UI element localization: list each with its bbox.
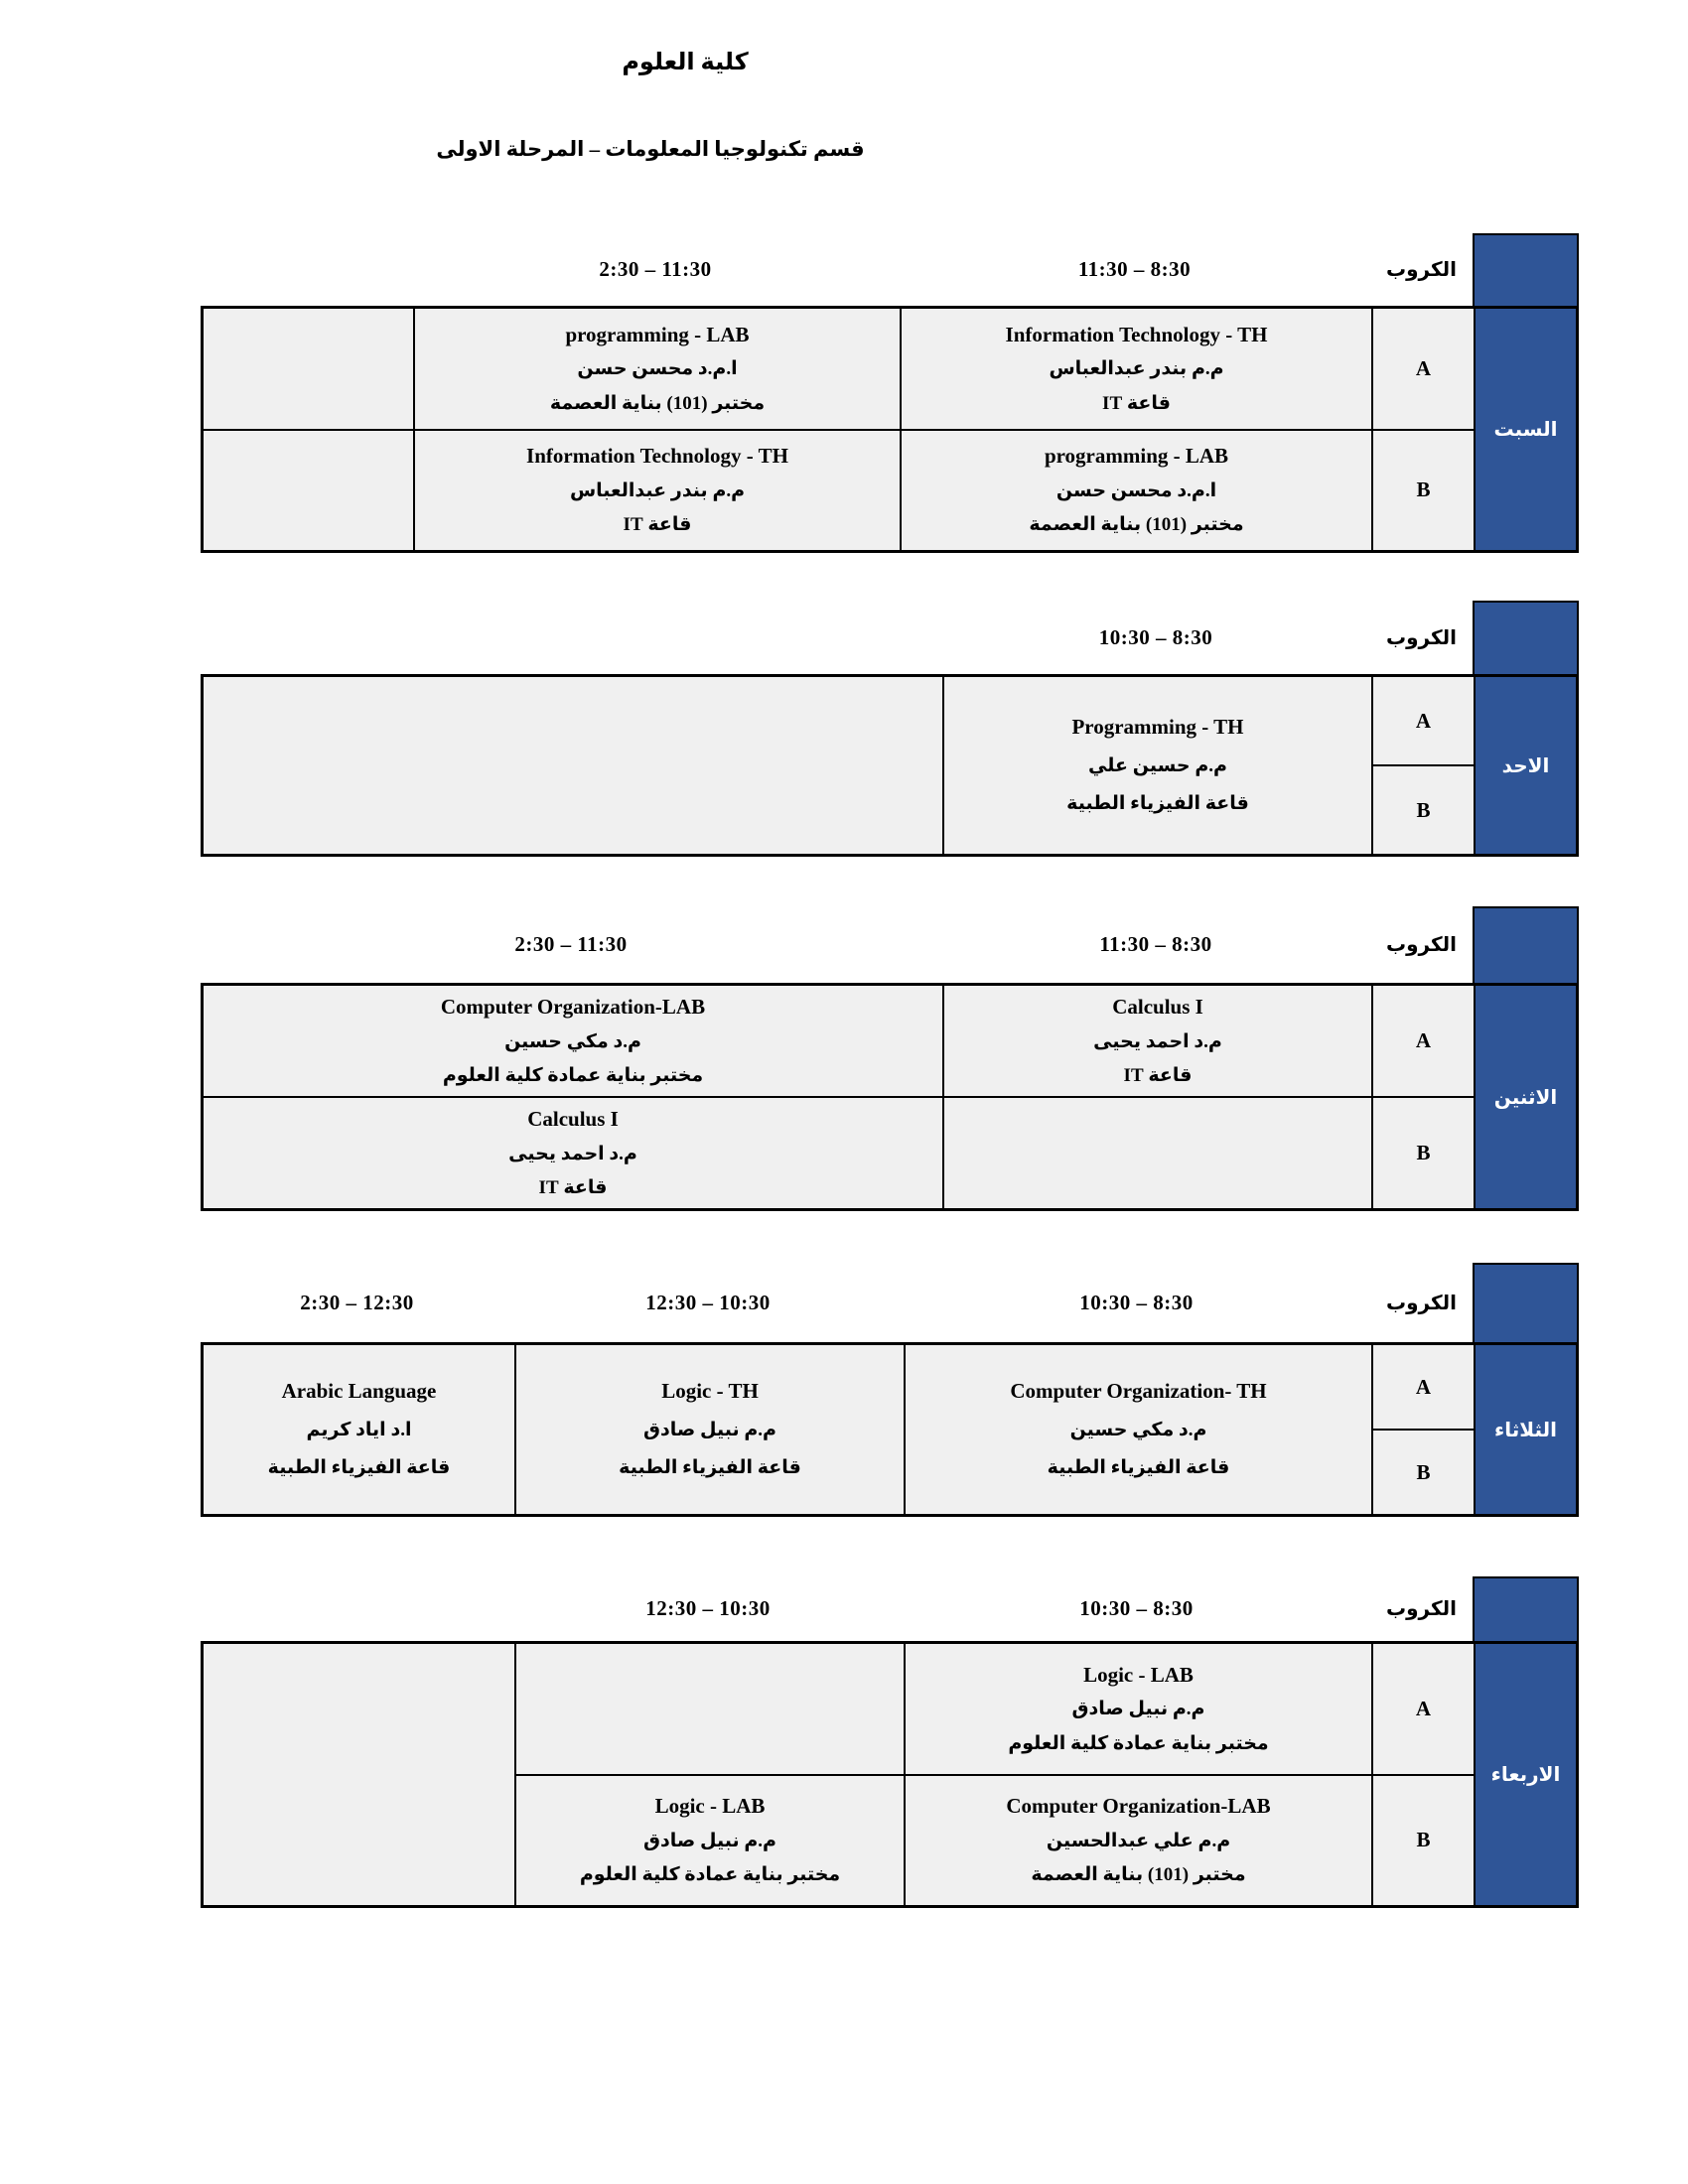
group-a-cell: A — [1372, 985, 1475, 1097]
subject-cell-it-th-b — [414, 430, 901, 552]
day-column-header-cap — [1473, 601, 1579, 674]
group-b-cell: B — [1372, 1775, 1475, 1907]
subject-teacher: م.م علي عبدالحسين — [1046, 1830, 1231, 1851]
empty-cell — [203, 676, 943, 855]
wednesday-body — [201, 1641, 1579, 1908]
subject-teacher: ا.م.د محسن حسن — [577, 358, 738, 380]
header-spacer — [201, 1576, 513, 1641]
subject-cell-logic-lab-b — [515, 1775, 905, 1907]
empty-cell — [203, 1643, 515, 1906]
group-a-cell: A — [1372, 1344, 1475, 1430]
subject-title: programming - LAB — [565, 322, 750, 346]
subject-title: Computer Organization- TH — [1010, 1379, 1267, 1404]
wednesday-time-3-label: 10:30 – 8:30 — [1079, 1596, 1194, 1620]
subject-room: قاعة الفيزياء الطبية — [1066, 792, 1249, 814]
subject-room: قاعة الفيزياء الطبية — [619, 1456, 801, 1478]
page-title: كلية العلوم — [622, 50, 749, 75]
group-column-header: الكروب — [1386, 626, 1457, 649]
day-cell-monday: الاثنين — [1475, 985, 1577, 1209]
wednesday-time-2-label: 12:30 – 10:30 — [645, 1596, 771, 1620]
day-column-header-cap — [1473, 233, 1579, 306]
subject-room: مختبر (101) بناية العصمة — [1029, 514, 1244, 536]
group-column-header: الكروب — [1386, 934, 1457, 956]
subject-cell-co-th — [905, 1344, 1372, 1515]
group-b-cell: B — [1372, 765, 1475, 855]
monday-header-row — [201, 906, 1579, 983]
sunday-table — [201, 601, 1579, 857]
tuesday-time-2-label: 12:30 – 10:30 — [645, 1290, 771, 1314]
subject-room: قاعة IT — [1102, 392, 1171, 414]
subject-teacher: م.م بندر عبدالعباس — [1049, 358, 1224, 380]
empty-cell — [203, 308, 414, 430]
saturday-header-row — [201, 233, 1579, 306]
subject-cell-calculus-a — [943, 985, 1372, 1097]
saturday-table — [201, 233, 1579, 553]
subject-cell-programming-lab-a — [414, 308, 901, 430]
subject-room: مختبر بناية عمادة كلية العلوم — [1008, 1732, 1269, 1754]
subject-title: Computer Organization-LAB — [1006, 1794, 1271, 1819]
sunday-body — [201, 674, 1579, 857]
subject-room: مختبر بناية عمادة كلية العلوم — [579, 1864, 841, 1886]
empty-cell — [203, 430, 414, 552]
subject-cell-arabic-language — [203, 1344, 515, 1515]
group-a-cell: A — [1372, 308, 1475, 430]
subject-title: Arabic Language — [281, 1379, 437, 1404]
subject-title: programming - LAB — [1044, 444, 1229, 469]
sunday-header-row — [201, 601, 1579, 674]
subject-teacher: م.د احمد يحيى — [508, 1143, 637, 1164]
group-column-header: الكروب — [1386, 259, 1457, 281]
day-column-header-cap — [1473, 906, 1579, 983]
subject-teacher: م.د مكي حسين — [504, 1030, 641, 1052]
tuesday-time-3-label: 10:30 – 8:30 — [1079, 1290, 1194, 1314]
saturday-body — [201, 306, 1579, 553]
group-column-header: الكروب — [1386, 1292, 1457, 1314]
day-cell-sunday: الاحد — [1475, 676, 1577, 855]
subject-cell-calculus-b — [203, 1097, 943, 1209]
subject-cell-programming-lab-b — [901, 430, 1372, 552]
monday-time-late-label: 2:30 – 11:30 — [514, 932, 628, 956]
subject-room: مختبر (101) بناية العصمة — [1031, 1864, 1246, 1886]
day-column-header-cap — [1473, 1576, 1579, 1641]
group-a-cell: A — [1372, 676, 1475, 765]
subject-title: Calculus I — [1112, 994, 1203, 1019]
subject-teacher: م.م نبيل صادق — [643, 1419, 776, 1440]
group-column-header: الكروب — [1386, 1598, 1457, 1620]
subject-room: قاعة IT — [538, 1176, 608, 1198]
subject-title: Logic - LAB — [1083, 1662, 1194, 1687]
subject-room: قاعة IT — [623, 514, 692, 536]
subject-cell-co-lab-b — [905, 1775, 1372, 1907]
subject-title: Logic - LAB — [654, 1794, 766, 1819]
day-cell-tuesday: الثلاثاء — [1475, 1344, 1577, 1515]
header-spacer — [201, 233, 412, 306]
subject-cell-logic-lab-a — [905, 1643, 1372, 1775]
empty-cell — [515, 1643, 905, 1775]
subject-room: مختبر بناية عمادة كلية العلوم — [442, 1064, 704, 1086]
subject-title: Information Technology - TH — [1005, 322, 1268, 346]
day-column-header-cap — [1473, 1263, 1579, 1342]
subject-teacher: م.م بندر عبدالعباس — [569, 479, 746, 501]
group-b-cell: B — [1372, 430, 1475, 552]
tuesday-body — [201, 1342, 1579, 1517]
subject-title: Programming - TH — [1071, 715, 1244, 740]
subject-room: مختبر (101) بناية العصمة — [549, 392, 766, 414]
monday-time-early-label: 11:30 – 8:30 — [1099, 932, 1212, 956]
subject-teacher: م.م نبيل صادق — [643, 1830, 776, 1851]
subject-teacher: ا.د اياد كريم — [306, 1419, 412, 1440]
subject-title: Calculus I — [527, 1106, 619, 1131]
tuesday-time-1-label: 2:30 – 12:30 — [300, 1290, 414, 1314]
tuesday-header-row — [201, 1263, 1579, 1342]
wednesday-header-row — [201, 1576, 1579, 1641]
empty-cell — [943, 1097, 1372, 1209]
subject-teacher: م.م نبيل صادق — [1071, 1699, 1205, 1720]
sunday-time-label: 10:30 – 8:30 — [1098, 624, 1213, 649]
subject-teacher: م.د احمد يحيى — [1093, 1030, 1222, 1052]
day-cell-wednesday: الاربعاء — [1475, 1643, 1577, 1906]
subject-title: Logic - TH — [661, 1379, 759, 1404]
subject-title: Computer Organization-LAB — [440, 994, 706, 1019]
page-subtitle: قسم تكنولوجيا المعلومات – المرحلة الاولى — [436, 137, 865, 161]
tuesday-table — [201, 1263, 1579, 1517]
saturday-time-late-label: 2:30 – 11:30 — [599, 257, 712, 281]
subject-cell-it-th-a — [901, 308, 1372, 430]
subject-teacher: م.د مكي حسين — [1069, 1419, 1207, 1440]
monday-body — [201, 983, 1579, 1211]
saturday-time-early-label: 11:30 – 8:30 — [1077, 257, 1192, 281]
day-cell-saturday: السبت — [1475, 308, 1577, 551]
subject-room: قاعة IT — [1123, 1064, 1193, 1086]
header-spacer — [201, 601, 941, 674]
subject-room: قاعة الفيزياء الطبية — [1047, 1456, 1230, 1478]
subject-cell-co-lab-a — [203, 985, 943, 1097]
wednesday-table — [201, 1576, 1579, 1908]
group-a-cell: A — [1372, 1643, 1475, 1775]
subject-cell-programming-th — [943, 676, 1372, 855]
subject-title: Information Technology - TH — [526, 444, 788, 469]
subject-room: قاعة الفيزياء الطبية — [267, 1456, 451, 1478]
group-b-cell: B — [1372, 1097, 1475, 1209]
subject-teacher: م.م حسين علي — [1088, 754, 1227, 776]
subject-teacher: ا.م.د محسن حسن — [1055, 479, 1217, 501]
subject-cell-logic-th — [515, 1344, 905, 1515]
group-b-cell: B — [1372, 1430, 1475, 1515]
monday-table — [201, 906, 1579, 1211]
